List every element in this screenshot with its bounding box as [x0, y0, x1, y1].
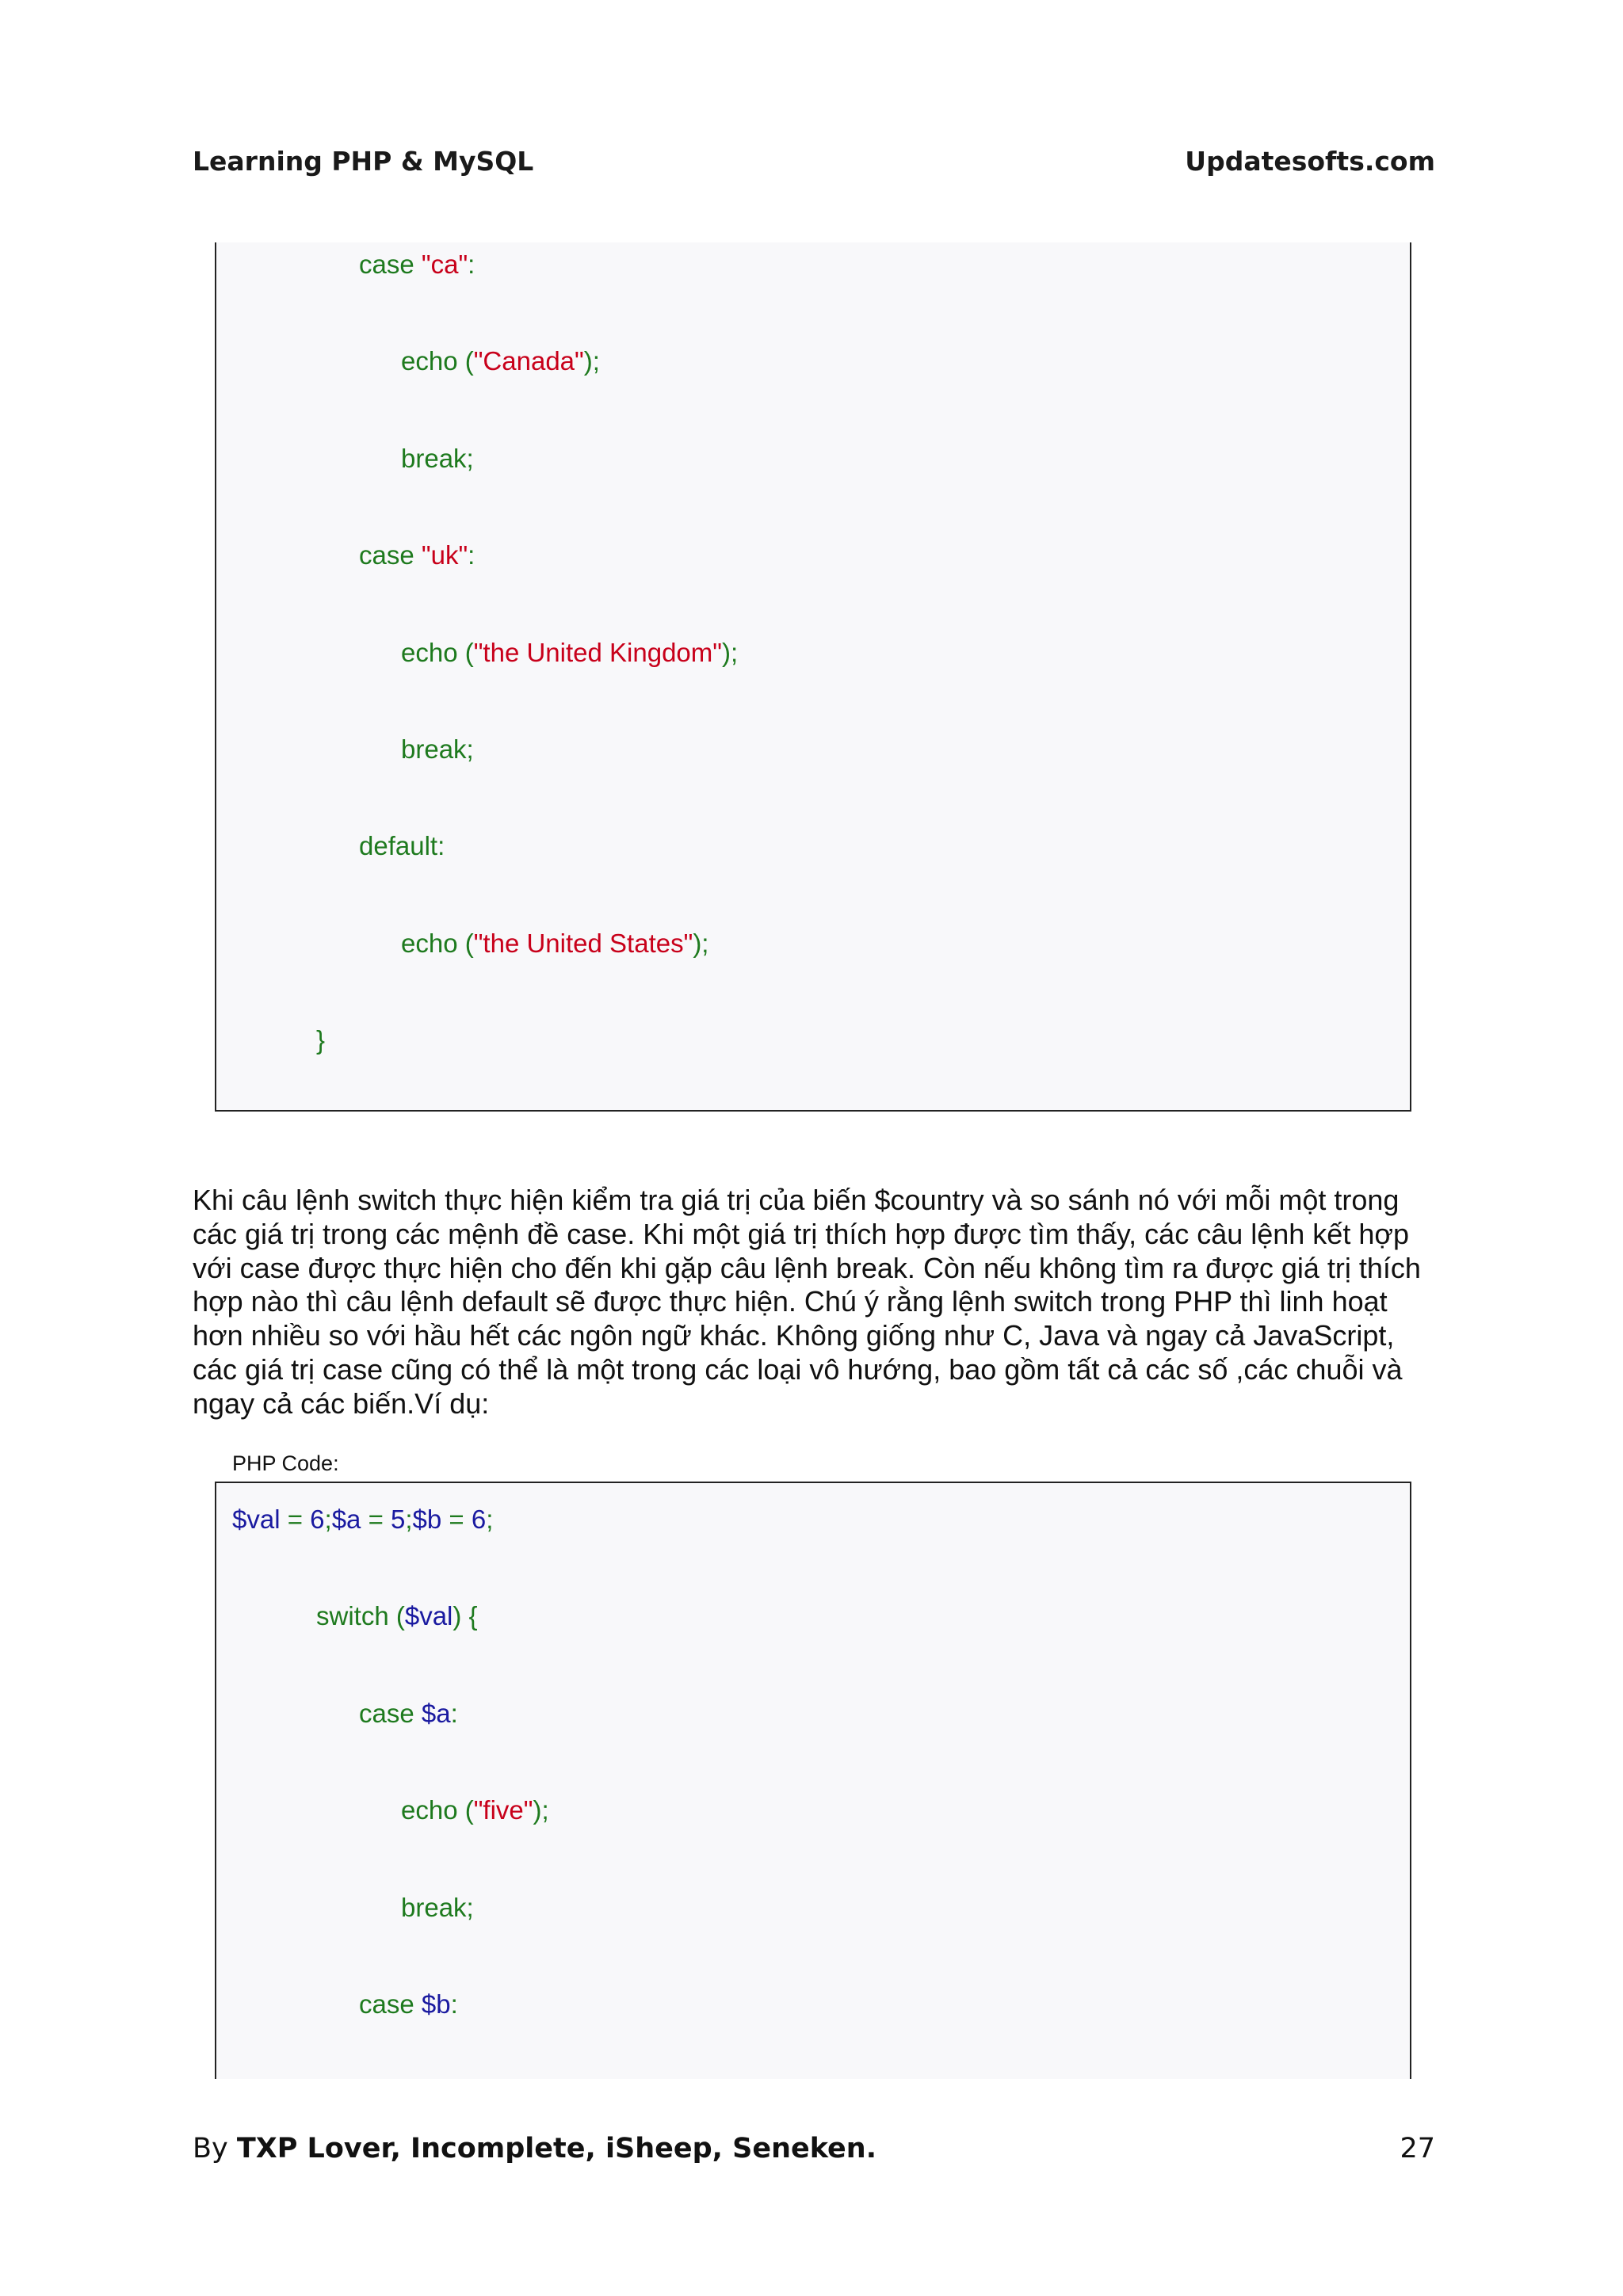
code-line [316, 1024, 325, 1056]
code-punct: : [468, 250, 475, 279]
code-keyword: echo ( [401, 929, 474, 958]
code-keyword: break; [401, 444, 474, 473]
code-operator: = [280, 1505, 311, 1534]
code-punct: : [450, 1989, 458, 2019]
code-line [359, 1989, 458, 2020]
code-number: 6 [310, 1505, 325, 1534]
code-line [359, 540, 475, 571]
code-punct: : [468, 540, 475, 570]
code-keyword: echo ( [401, 1795, 474, 1825]
code-string: "the United States" [473, 929, 693, 958]
code-variable: $a [331, 1505, 361, 1534]
code-string: "five" [473, 1795, 533, 1825]
code-keyword: echo ( [401, 346, 474, 376]
code-line [401, 637, 738, 669]
code-line [401, 1794, 549, 1826]
code-keyword: case [359, 540, 422, 570]
code-line [401, 1892, 474, 1924]
code-block-2 [215, 1482, 1411, 2079]
code-punct: ); [722, 638, 739, 667]
code-operator: = [441, 1505, 472, 1534]
code-string: "ca" [421, 250, 468, 279]
code-punct: : [450, 1699, 458, 1728]
code-punct: ; [324, 1505, 332, 1534]
code-keyword: break; [401, 734, 474, 764]
code-punct: ; [486, 1505, 494, 1534]
code-keyword: default: [359, 831, 445, 860]
code-variable: $b [412, 1505, 442, 1534]
code-line [401, 345, 600, 377]
code-keyword: case [359, 1989, 422, 2019]
code-punct: ) { [453, 1601, 478, 1630]
page-number: 27 [1400, 2133, 1435, 2164]
body-paragraph: Khi câu lệnh switch thực hiện kiểm tra giá trị của biến $country và so sánh nó với mỗi một trong các giá trị trong các mệnh đề case. Khi một giá trị thích hợp được tìm thấy, các câu lệnh kết hợp với case được thực hiện cho đến khi gặp câu lệnh break. Còn nếu không tìm ra được giá trị thích hợp nào thì câu lệnh default sẽ được thực hiện. Chú ý rằng lệnh switch trong PHP thì linh hoạt hơn nhiều so với hầu hết các ngôn ngữ khác. Không giống như C, Java và ngay cả JavaScript, các giá trị case cũng có thể là một trong các loại vô hướng, bao gồm tất cả các số ,các chuỗi và ngay cả các biến.Ví dụ: [193, 1184, 1421, 1420]
code-number: 6 [471, 1505, 487, 1534]
code-string: "uk" [421, 540, 468, 570]
footer-authors [193, 2133, 876, 2164]
code-punct: ; [405, 1505, 413, 1534]
code-variable: $b [421, 1989, 451, 2019]
code-line [359, 1698, 458, 1730]
code-block-1 [215, 242, 1411, 1112]
code-line [232, 1504, 493, 1535]
code-string: "Canada" [473, 346, 584, 376]
code-line [401, 443, 474, 475]
code-line [359, 249, 475, 280]
php-code-label: PHP Code: [232, 1451, 339, 1475]
code-line [401, 734, 474, 765]
footer-by: By [193, 2133, 237, 2164]
header-title: Learning PHP & MySQL [193, 146, 534, 177]
code-keyword: switch ( [316, 1601, 405, 1630]
code-keyword: case [359, 1699, 422, 1728]
footer-author-names: TXP Lover, Incomplete, iSheep, Seneken. [236, 2133, 877, 2164]
code-punct: ); [693, 929, 709, 958]
code-brace: } [316, 1025, 326, 1055]
code-line [316, 1600, 478, 1632]
code-punct: ); [583, 346, 600, 376]
code-number: 5 [391, 1505, 406, 1534]
code-keyword: echo ( [401, 638, 474, 667]
code-line [401, 928, 708, 959]
code-line [359, 830, 445, 862]
header-site: Updatesofts.com [1185, 146, 1435, 177]
code-variable: $val [404, 1601, 453, 1630]
code-keyword: case [359, 250, 422, 279]
code-punct: ); [533, 1795, 549, 1825]
code-keyword: break; [401, 1893, 474, 1922]
code-string: "the United Kingdom" [473, 638, 722, 667]
code-variable: $a [421, 1699, 451, 1728]
code-operator: = [361, 1505, 391, 1534]
code-variable: $val [232, 1505, 281, 1534]
